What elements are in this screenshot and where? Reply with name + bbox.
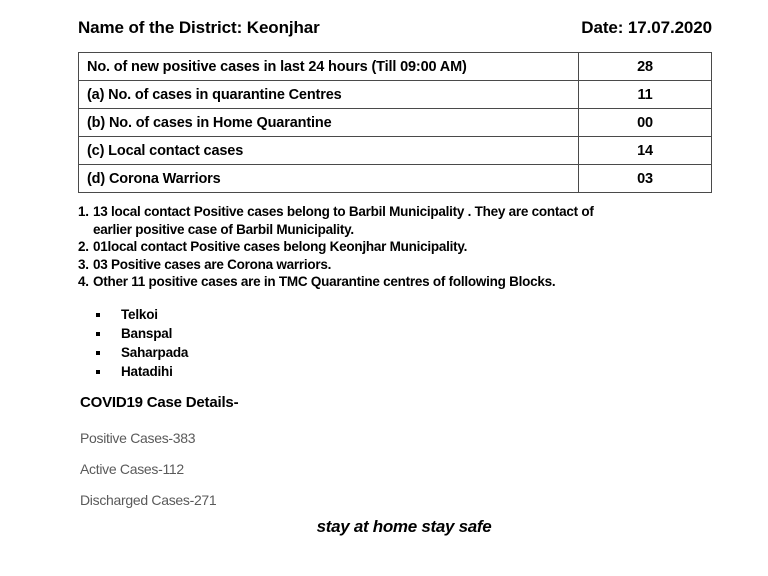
table-cell-value: 00 [579, 109, 712, 137]
block-name: Telkoi [121, 307, 158, 322]
note-number: 3. [78, 256, 89, 272]
case-summary-table [78, 52, 712, 193]
table-cell-value: 11 [579, 81, 712, 109]
note-line: 13 local contact Positive cases belong to Barbil Municipality . They are contact of [93, 204, 594, 219]
note-text [93, 256, 718, 274]
square-bullet-icon [96, 313, 100, 317]
table-cell-label: (d) Corona Warriors [79, 165, 579, 193]
square-bullet-icon [96, 332, 100, 336]
note-line: 03 Positive cases are Corona warriors. [93, 256, 332, 272]
document-footer [0, 517, 768, 537]
table-row [79, 109, 712, 137]
note-item [78, 203, 718, 238]
case-summary-table-body [79, 53, 712, 193]
note-item [78, 238, 718, 256]
square-bullet-icon [96, 370, 100, 374]
table-cell-value: 03 [579, 165, 712, 193]
note-text [93, 203, 718, 238]
table-cell-label: (b) No. of cases in Home Quarantine [79, 109, 579, 137]
covid-details-list [80, 423, 400, 516]
block-list [96, 305, 396, 381]
table-row [79, 137, 712, 165]
list-item [96, 305, 396, 324]
note-item [78, 256, 718, 274]
note-text [93, 273, 718, 291]
list-item [96, 343, 396, 362]
active-cases-line: Active Cases-112 [80, 461, 184, 477]
block-name: Saharpada [121, 345, 189, 360]
footer-slogan: stay at home stay safe [316, 517, 492, 536]
table-row [79, 81, 712, 109]
table-cell-value: 28 [579, 53, 712, 81]
note-item [78, 273, 718, 291]
notes-list [78, 203, 718, 291]
table-cell-label: (a) No. of cases in quarantine Centres [79, 81, 579, 109]
note-number: 4. [78, 274, 89, 289]
table-row [79, 53, 712, 81]
positive-cases-line: Positive Cases-383 [80, 430, 196, 446]
note-line: Other 11 positive cases are in TMC Quarantine centres of following Blocks. [93, 274, 556, 289]
block-name: Banspal [121, 326, 173, 341]
block-name: Hatadihi [121, 364, 173, 379]
district-name-heading: Name of the District: Keonjhar [78, 18, 320, 37]
square-bullet-icon [96, 351, 100, 355]
note-line: earlier positive case of Barbil Municipality. [93, 221, 354, 237]
note-line: 01local contact Positive cases belong Keonjhar Municipality. [93, 239, 468, 254]
list-item [96, 324, 396, 343]
note-number: 2. [78, 239, 89, 254]
report-date: Date: 17.07.2020 [581, 18, 712, 37]
document-header [78, 18, 712, 38]
discharged-cases-line: Discharged Cases-271 [80, 492, 217, 508]
covid-details-heading: COVID19 Case Details- [80, 394, 239, 411]
note-text [93, 238, 718, 256]
table-cell-value: 14 [579, 137, 712, 165]
table-cell-label: (c) Local contact cases [79, 137, 579, 165]
note-number: 1. [78, 204, 89, 219]
list-item [96, 362, 396, 381]
table-cell-label: No. of new positive cases in last 24 hours (Till 09:00 AM) [79, 53, 579, 81]
table-row [79, 165, 712, 193]
